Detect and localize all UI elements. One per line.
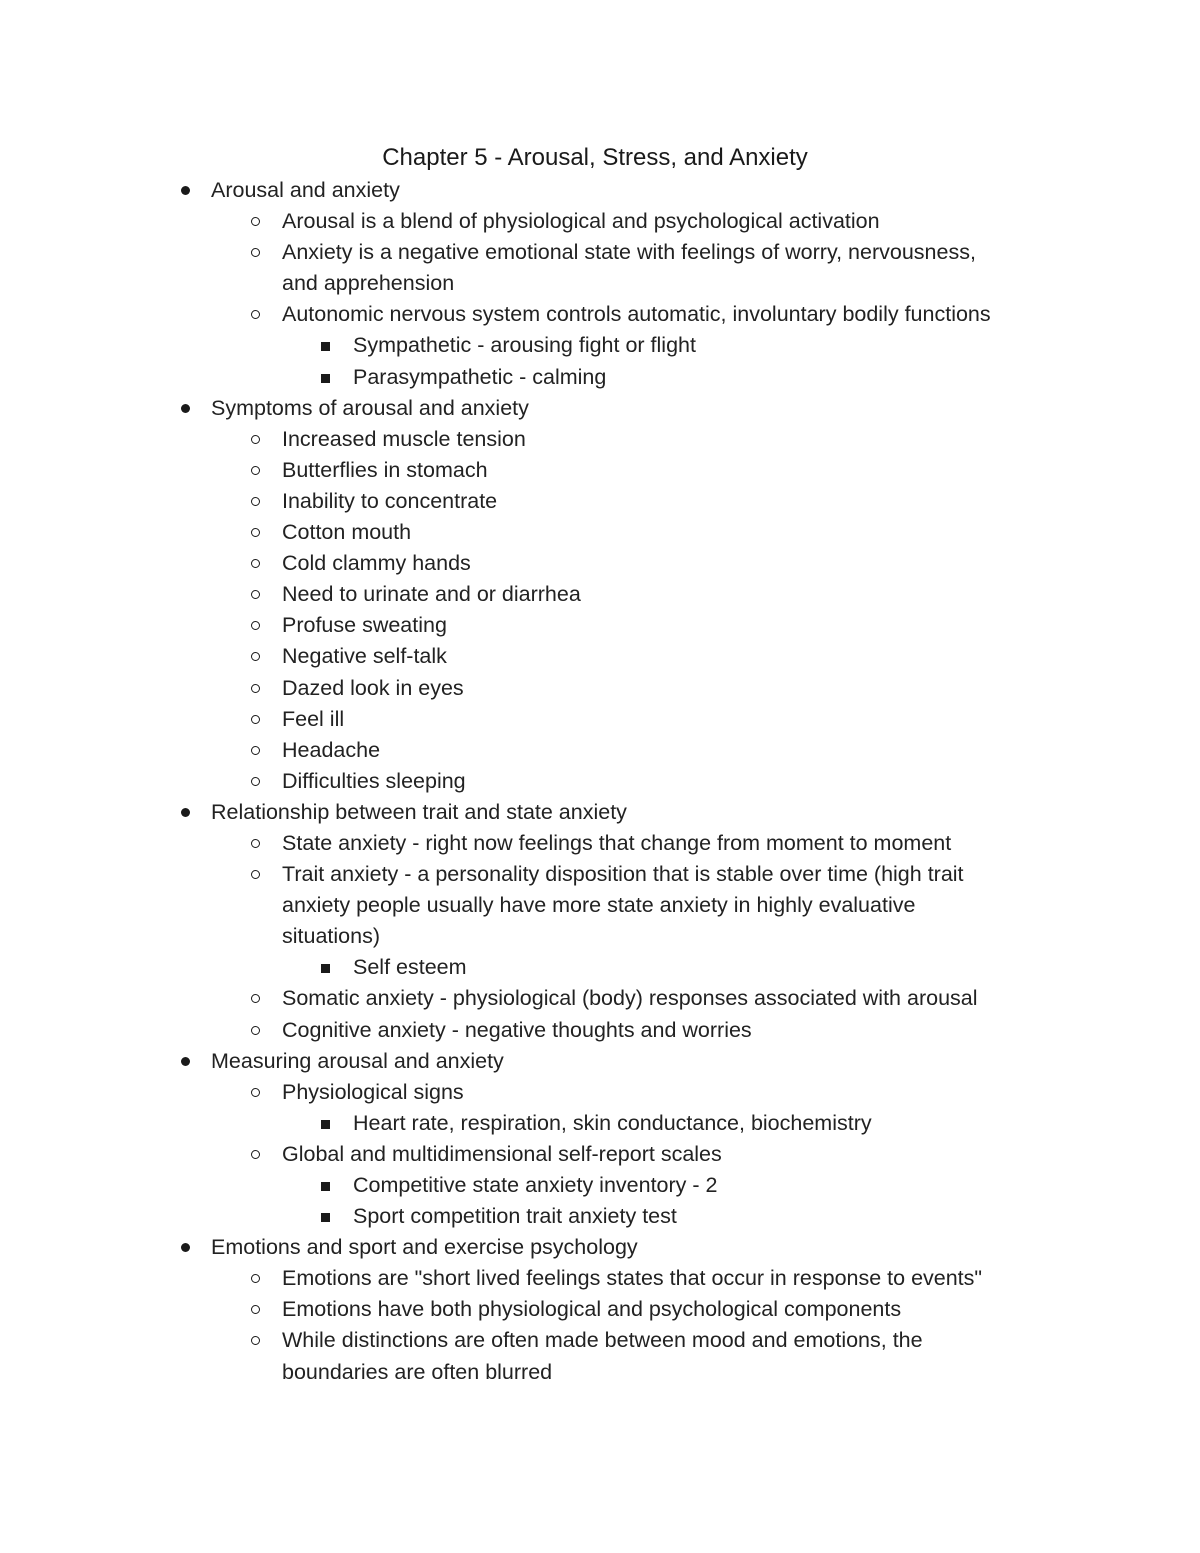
outline-item-level-2 [0, 673, 1200, 704]
outline-item-text: Physiological signs [282, 1079, 464, 1104]
outline-item-text: Inability to concentrate [282, 488, 498, 513]
hollow-circle-bullet-icon [245, 641, 265, 672]
hollow-circle-bullet-icon [245, 299, 265, 330]
hollow-circle-bullet-icon [245, 486, 265, 517]
outline-item-level-2 [0, 735, 1200, 766]
hollow-circle-bullet-icon [245, 983, 265, 1014]
outline-item-level-2 [0, 1294, 1200, 1325]
hollow-circle-bullet-icon [245, 704, 265, 735]
outline-item-level-2 [0, 921, 1200, 952]
hollow-circle-bullet-icon [245, 766, 265, 797]
hollow-circle-bullet-icon [245, 455, 265, 486]
filled-circle-bullet-icon [175, 797, 195, 828]
outline-item-level-2 [0, 548, 1200, 579]
outline-item-level-2 [0, 828, 1200, 859]
outline-item-text: Need to urinate and or diarrhea [282, 582, 581, 607]
square-bullet-icon [315, 1170, 335, 1202]
square-bullet-icon [315, 362, 335, 394]
hollow-circle-bullet-icon [245, 1015, 265, 1046]
filled-circle-bullet-icon [175, 1046, 195, 1077]
hollow-circle-bullet-icon [245, 610, 265, 641]
outline-item-text: Heart rate, respiration, skin conductance, biochemistry [353, 1110, 872, 1135]
outline-item-level-3 [0, 952, 1200, 983]
outline-item-level-2 [0, 859, 1200, 890]
outline-item-text: Cognitive anxiety - negative thoughts and worries [282, 1017, 752, 1042]
outline-item-text-continuation: boundaries are often blurred [282, 1359, 553, 1384]
outline-item-level-1 [0, 1232, 1200, 1263]
outline-item-text: Global and multidimensional self-report scales [282, 1141, 722, 1166]
outline-item-text: Increased muscle tension [282, 426, 526, 451]
outline-item-text: Emotions and sport and exercise psychology [211, 1235, 638, 1260]
outline-item-level-3 [0, 330, 1200, 361]
outline-item-level-3 [0, 362, 1200, 393]
outline-item-text: Arousal and anxiety [211, 178, 400, 202]
outline-item-text-continuation: anxiety people usually have more state anxiety in highly evaluative [282, 893, 916, 918]
outline-item-text: Trait anxiety - a personality disposition that is stable over time (high trait [282, 862, 964, 887]
outline-item-level-3 [0, 1170, 1200, 1201]
hollow-circle-bullet-icon [245, 1325, 265, 1356]
outline-item-level-2 [0, 1325, 1200, 1356]
outline-item-text: Emotions are "short lived feelings states that occur in response to events" [282, 1266, 983, 1291]
hollow-circle-bullet-icon [245, 206, 265, 237]
outline-item-level-2 [0, 579, 1200, 610]
outline-item-text: Cold clammy hands [282, 551, 471, 576]
outline-item-level-2 [0, 890, 1200, 921]
square-bullet-icon [315, 1108, 335, 1140]
outline-item-text: Sympathetic - arousing fight or flight [353, 333, 696, 358]
hollow-circle-bullet-icon [245, 548, 265, 579]
outline-item-level-2 [0, 704, 1200, 735]
page-title: Chapter 5 - Arousal, Stress, and Anxiety [382, 144, 808, 171]
hollow-circle-bullet-icon [245, 859, 265, 890]
hollow-circle-bullet-icon [245, 517, 265, 548]
square-bullet-icon [315, 330, 335, 362]
hollow-circle-bullet-icon [245, 673, 265, 704]
outline-item-text: Parasympathetic - calming [353, 364, 607, 389]
outline-item-text: Negative self-talk [282, 644, 447, 669]
outline-item-text: Self esteem [353, 955, 467, 980]
outline-item-level-2 [0, 610, 1200, 641]
outline-item-level-2 [0, 641, 1200, 672]
outline-item-text-continuation: and apprehension [282, 271, 455, 296]
outline-item-text: State anxiety - right now feelings that change from moment to moment [282, 830, 952, 855]
outline-item-text: Autonomic nervous system controls automatic, involuntary bodily functions [282, 302, 991, 327]
outline-item-text: Arousal is a blend of physiological and psychological activation [282, 209, 880, 234]
outline-item-level-1 [0, 175, 1200, 206]
outline-item-level-2 [0, 1263, 1200, 1294]
hollow-circle-bullet-icon [245, 735, 265, 766]
outline-item-text: Symptoms of arousal and anxiety [211, 395, 529, 420]
outline-item-level-3 [0, 1201, 1200, 1232]
outline-item-level-1 [0, 393, 1200, 424]
outline-item-level-2 [0, 299, 1200, 330]
filled-circle-bullet-icon [175, 1232, 195, 1263]
outline-item-text: Emotions have both physiological and psychological components [282, 1297, 902, 1322]
outline-item-text: Difficulties sleeping [282, 768, 466, 793]
outline-item-level-2 [0, 983, 1200, 1014]
outline-item-level-2 [0, 1015, 1200, 1046]
outline-item-text: Feel ill [282, 706, 345, 731]
outline-item-text: Profuse sweating [282, 613, 447, 638]
outline-item-text: Headache [282, 737, 381, 762]
outline-item-text: Anxiety is a negative emotional state with feelings of worry, nervousness, [282, 240, 976, 265]
outline-item-text: Butterflies in stomach [282, 457, 488, 482]
outline-item-level-2 [0, 206, 1200, 237]
outline-item-level-2 [0, 424, 1200, 455]
outline-item-level-3 [0, 1108, 1200, 1139]
square-bullet-icon [315, 1201, 335, 1233]
hollow-circle-bullet-icon [245, 237, 265, 268]
hollow-circle-bullet-icon [245, 424, 265, 455]
outline-item-level-1 [0, 1046, 1200, 1077]
outline-item-text-continuation: situations) [282, 924, 380, 949]
hollow-circle-bullet-icon [245, 828, 265, 859]
outline-item-level-2 [0, 1139, 1200, 1170]
outline-item-level-2 [0, 1357, 1200, 1388]
outline-item-level-2 [0, 766, 1200, 797]
filled-circle-bullet-icon [175, 175, 195, 206]
bullet-outline [0, 175, 1200, 1388]
outline-item-level-2 [0, 268, 1200, 299]
outline-item-text: Somatic anxiety - physiological (body) responses associated with arousal [282, 986, 978, 1011]
outline-item-level-2 [0, 455, 1200, 486]
outline-item-level-1 [0, 797, 1200, 828]
outline-item-level-2 [0, 517, 1200, 548]
outline-item-text: While distinctions are often made between mood and emotions, the [282, 1328, 923, 1353]
outline-item-text: Competitive state anxiety inventory - 2 [353, 1173, 718, 1197]
outline-item-level-2 [0, 237, 1200, 268]
square-bullet-icon [315, 952, 335, 984]
outline-item-text: Measuring arousal and anxiety [211, 1048, 504, 1073]
outline-item-text: Relationship between trait and state anxiety [211, 799, 627, 824]
outline-item-text: Sport competition trait anxiety test [353, 1204, 677, 1229]
hollow-circle-bullet-icon [245, 1263, 265, 1294]
outline-item-level-2 [0, 486, 1200, 517]
outline-item-text: Cotton mouth [282, 520, 412, 545]
filled-circle-bullet-icon [175, 393, 195, 424]
hollow-circle-bullet-icon [245, 1294, 265, 1325]
hollow-circle-bullet-icon [245, 579, 265, 610]
hollow-circle-bullet-icon [245, 1139, 265, 1170]
outline-item-text: Dazed look in eyes [282, 675, 464, 700]
outline-item-level-2 [0, 1077, 1200, 1108]
hollow-circle-bullet-icon [245, 1077, 265, 1108]
